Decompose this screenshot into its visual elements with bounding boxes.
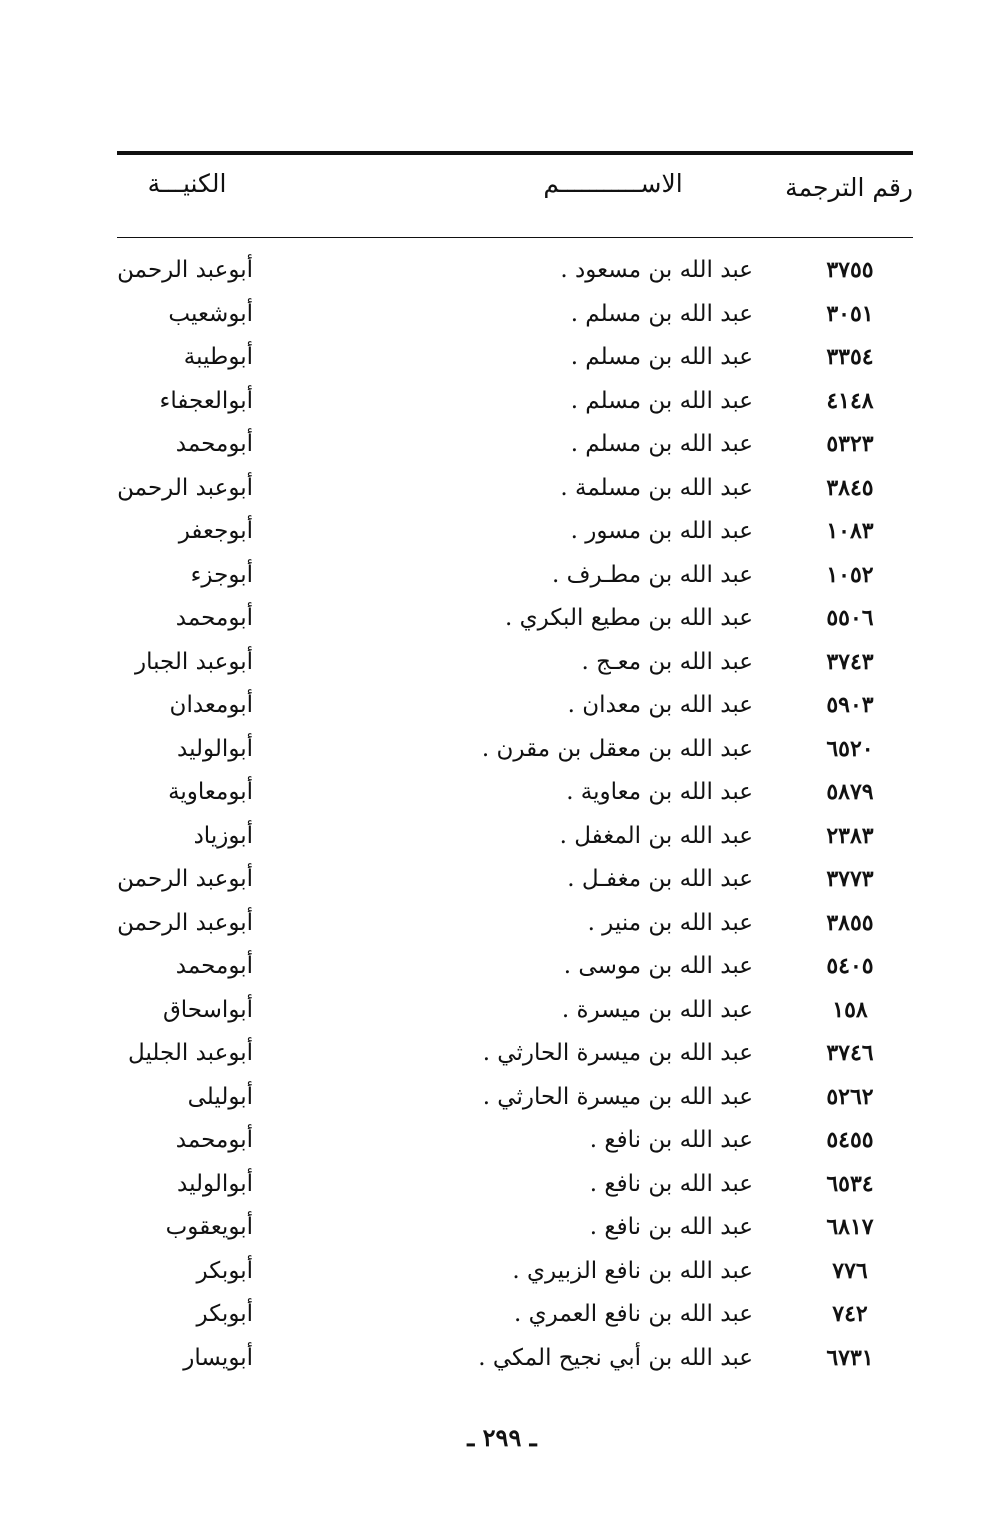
entry-number: ٤١٤٨ — [826, 387, 874, 414]
entry-number: ٥٥٠٦ — [826, 605, 874, 631]
entry-kunya: أبوعبد الجبار — [134, 648, 253, 675]
entry-kunya: أبوالوليد — [177, 735, 253, 762]
entry-kunya: أبوعبد الرحمن — [117, 257, 253, 283]
entry-number: ١٥٨ — [832, 996, 868, 1023]
entry-kunya: أبوعبد الجليل — [128, 1040, 253, 1066]
table-row — [117, 815, 913, 859]
entry-name: عبد الله بن ميسرة . — [561, 996, 753, 1023]
entry-kunya: أبوبكر — [196, 1257, 253, 1284]
entry-name: عبد الله بن مسور . — [570, 518, 753, 544]
header-name-label: الاســـــــــــم — [543, 169, 683, 198]
table-row — [117, 641, 913, 685]
entry-kunya: أبوشعيب — [168, 300, 253, 327]
table-row — [117, 1119, 913, 1163]
entry-kunya: أبوطيبة — [183, 344, 253, 370]
table-row — [117, 510, 913, 554]
entry-name: عبد الله بن معـج . — [581, 648, 753, 675]
entry-number: ١٠٥٢ — [826, 561, 874, 588]
table-row — [117, 1293, 913, 1337]
entry-number: ٥٩٠٣ — [826, 692, 874, 718]
entry-number: ٣٣٥٤ — [826, 344, 874, 370]
entry-kunya: أبوعبد الرحمن — [117, 866, 253, 892]
entry-number: ٦٥٣٤ — [826, 1170, 874, 1197]
table-row — [117, 684, 913, 728]
entry-number: ٧٤٢ — [832, 1301, 868, 1327]
table-row — [117, 1337, 913, 1381]
entry-name: عبد الله بن نافع الزبيري . — [512, 1257, 753, 1284]
table-row — [117, 1032, 913, 1076]
entry-name: عبد الله بن معاوية . — [566, 779, 753, 805]
table-row — [117, 858, 913, 902]
entry-name: عبد الله بن المغفل . — [559, 822, 753, 849]
entry-kunya: أبويسار — [183, 1344, 253, 1371]
entry-number: ٣٧٧٣ — [826, 866, 874, 892]
table-row — [117, 293, 913, 337]
entry-name: عبد الله بن مطيع البكري . — [505, 605, 753, 631]
table-row — [117, 902, 913, 946]
entry-name: عبد الله بن نافع . — [589, 1170, 753, 1197]
table-row — [117, 1250, 913, 1294]
entry-kunya: أبوبكر — [196, 1301, 253, 1327]
entry-name: عبد الله بن ميسرة الحارثي . — [482, 1083, 753, 1110]
entry-name: عبد الله بن نافع . — [589, 1214, 753, 1240]
entry-number: ٥٣٢٣ — [826, 431, 874, 457]
entry-name: عبد الله بن نافع العمري . — [514, 1301, 753, 1327]
entry-name: عبد الله بن مسلمة . — [560, 474, 753, 501]
table-row — [117, 1206, 913, 1250]
table-row — [117, 336, 913, 380]
entry-name: عبد الله بن مسلم . — [570, 344, 753, 370]
entry-kunya: أبومعاوية — [168, 779, 253, 805]
entry-kunya: أبوعبد الرحمن — [117, 474, 253, 501]
table-row — [117, 945, 913, 989]
table-row — [117, 597, 913, 641]
entry-kunya: أبوجزء — [190, 561, 253, 588]
table-row — [117, 771, 913, 815]
entry-name: عبد الله بن أبي نجيح المكي . — [478, 1344, 753, 1371]
top-rule — [117, 151, 913, 155]
entry-number: ١٠٨٣ — [826, 518, 874, 544]
entry-number: ٦٧٣١ — [826, 1344, 874, 1371]
entry-kunya: أبواسحاق — [162, 996, 253, 1023]
entry-kunya: أبويعقوب — [165, 1214, 253, 1240]
entry-name: عبد الله بن مسلم . — [570, 300, 753, 327]
table-row — [117, 467, 913, 511]
entry-name: عبد الله بن ميسرة الحارثي . — [482, 1040, 753, 1066]
entry-number: ٦٨١٧ — [826, 1214, 874, 1240]
entry-number: ٣٨٤٥ — [826, 474, 874, 501]
table-header — [117, 165, 913, 221]
entry-name: عبد الله بن مسعود . — [560, 257, 753, 283]
entry-number: ٣٧٤٣ — [826, 648, 874, 675]
entry-number: ٥٤٠٥ — [826, 953, 874, 979]
entry-name: عبد الله بن نافع . — [589, 1127, 753, 1153]
table-row — [117, 554, 913, 598]
table-row — [117, 1163, 913, 1207]
entry-kunya: أبومحمد — [175, 605, 253, 631]
entry-kunya: أبومحمد — [175, 1127, 253, 1153]
entry-kunya: أبوزياد — [193, 822, 253, 849]
entry-name: عبد الله بن مطـرف . — [551, 561, 753, 588]
table-row — [117, 989, 913, 1033]
entry-number: ٧٧٦ — [832, 1257, 868, 1284]
entry-number: ٥٢٦٢ — [826, 1083, 874, 1110]
entry-number: ٣٧٥٥ — [826, 257, 874, 283]
table-row — [117, 728, 913, 772]
entry-kunya: أبوليلى — [187, 1083, 253, 1110]
table-row — [117, 423, 913, 467]
entry-number: ٥٤٥٥ — [826, 1127, 874, 1153]
entry-number: ٣٨٥٥ — [826, 909, 874, 936]
table-row — [117, 380, 913, 424]
entry-name: عبد الله بن معقل بن مقرن . — [481, 735, 753, 762]
header-rule — [117, 237, 913, 238]
header-kunya-label: الكنيـــة — [147, 169, 227, 198]
entry-number: ٢٣٨٣ — [826, 822, 874, 849]
entry-number: ٥٨٧٩ — [826, 779, 874, 805]
entry-name: عبد الله بن مسلم . — [570, 387, 753, 414]
entry-name: عبد الله بن مغفـل . — [567, 866, 753, 892]
entry-number: ٦٥٢٠ — [826, 735, 874, 762]
entry-name: عبد الله بن معدان . — [567, 692, 753, 718]
entry-number: ٣٧٤٦ — [826, 1040, 874, 1066]
entry-name: عبد الله بن مسلم . — [570, 431, 753, 457]
entry-kunya: أبوجعفر — [178, 518, 253, 544]
entry-name: عبد الله بن موسى . — [563, 953, 753, 979]
entry-kunya: أبومعدان — [169, 692, 253, 718]
header-number-label: رقم الترجمة — [785, 173, 913, 202]
entry-kunya: أبوالوليد — [177, 1170, 253, 1197]
table-body — [117, 249, 913, 1380]
entry-number: ٣٠٥١ — [826, 300, 874, 327]
entry-kunya: أبومحمد — [175, 431, 253, 457]
entry-kunya: أبوعبد الرحمن — [117, 909, 253, 936]
entry-kunya: أبومحمد — [175, 953, 253, 979]
table-row — [117, 1076, 913, 1120]
page-number: ـ ٢٩٩ ـ — [467, 1423, 537, 1452]
entry-name: عبد الله بن منير . — [587, 909, 753, 936]
entry-kunya: أبوالعجفاء — [159, 387, 253, 414]
table-row — [117, 249, 913, 293]
